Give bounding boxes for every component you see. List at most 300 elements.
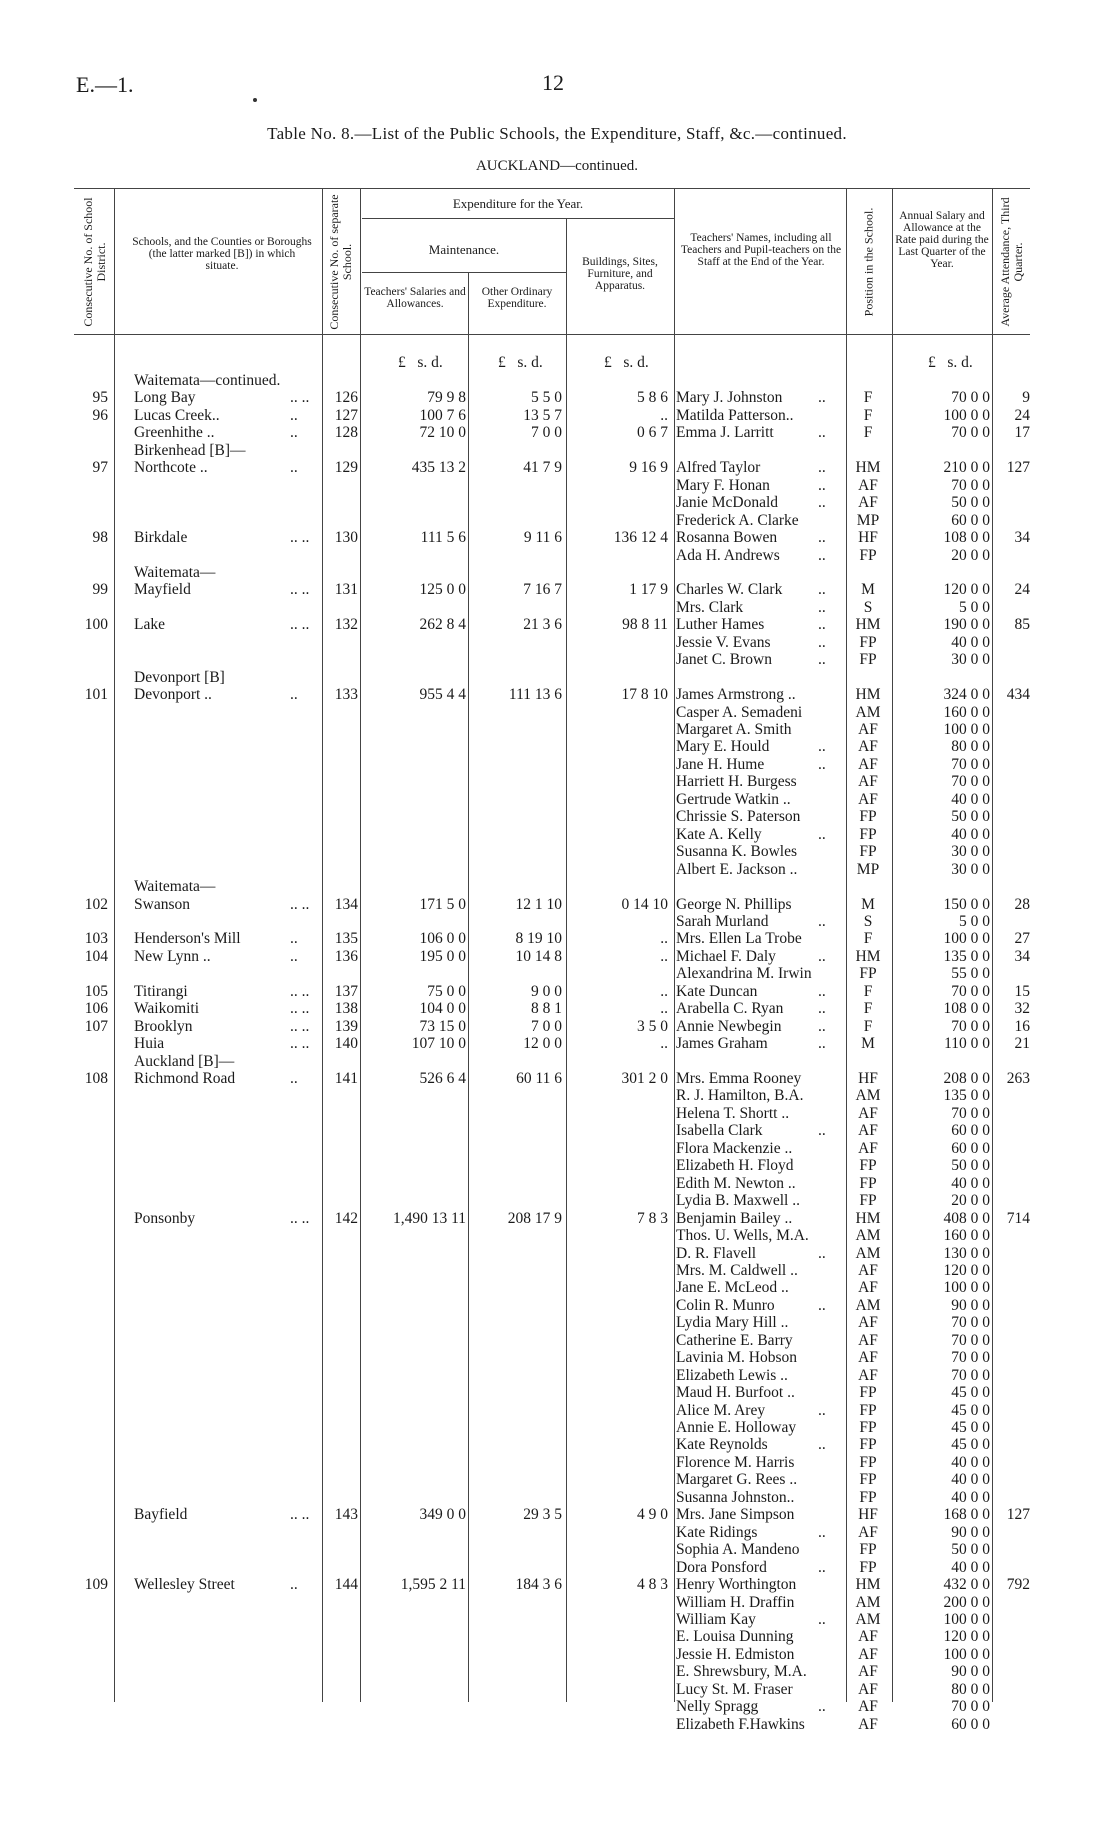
name-dots: ..	[818, 651, 826, 669]
header-attendance: Average Attendance, Third Quarter.	[998, 197, 1025, 327]
teacher-name: R. J. Hamilton, B.A.	[676, 1087, 804, 1105]
attendance: 792	[1006, 1576, 1030, 1594]
name-dots: ..	[818, 546, 826, 564]
name-dots: ..	[818, 947, 826, 965]
position: AF	[858, 1628, 878, 1646]
unit-shillings: s.	[623, 354, 634, 371]
teacher-name: Margaret A. Smith	[676, 721, 792, 738]
table-row	[0, 424, 1114, 441]
table-row	[0, 459, 1114, 476]
annual-salary: 168 0 0	[943, 1506, 990, 1524]
position: HM	[855, 947, 881, 965]
salaries-amount: 107 10 0	[411, 1035, 466, 1053]
teacher-name: Michael F. Daly	[676, 947, 776, 965]
teacher-name: Kate Ridings	[676, 1523, 758, 1541]
annual-salary: 20 0 0	[951, 546, 990, 564]
units-salaries	[398, 354, 443, 372]
annual-salary: 110 0 0	[944, 1035, 990, 1053]
teacher-name: Maud H. Burfoot ..	[676, 1384, 795, 1402]
buildings-amount: 4 8 3	[637, 1576, 668, 1594]
annual-salary: 100 0 0	[943, 406, 990, 424]
attendance: 714	[1006, 1209, 1030, 1227]
annual-salary: 100 0 0	[943, 1610, 990, 1628]
table-row	[0, 930, 1114, 947]
school-name: Titirangi	[134, 982, 188, 1000]
school-name: Wellesley Street	[134, 1576, 235, 1594]
buildings-amount: 5 8 6	[637, 389, 668, 407]
table-row	[0, 1716, 1114, 1733]
teacher-name: D. R. Flavell	[676, 1244, 757, 1262]
unit-pence: d.	[961, 354, 973, 371]
teacher-name: Kate A. Kelly	[676, 825, 762, 843]
name-dots: ..	[818, 424, 826, 442]
annual-salary: 100 0 0	[943, 1279, 990, 1297]
annual-salary: 5 0 0	[959, 598, 990, 616]
salaries-amount: 1,595 2 11	[400, 1576, 466, 1594]
salaries-amount: 111 5 6	[420, 529, 466, 547]
annual-salary: 70 0 0	[951, 982, 990, 1000]
annual-salary: 70 0 0	[951, 1349, 990, 1367]
name-dots: ..	[818, 1436, 826, 1454]
table-row	[0, 1524, 1114, 1541]
table-row	[0, 1035, 1114, 1052]
district-no: 105	[84, 982, 108, 1000]
unit-pence: d.	[431, 354, 443, 371]
annual-salary: 120 0 0	[943, 1261, 990, 1279]
annual-salary: 70 0 0	[951, 1366, 990, 1384]
annual-salary: 108 0 0	[943, 1000, 990, 1018]
attendance: 15	[1014, 982, 1030, 1000]
annual-salary: 30 0 0	[951, 651, 990, 669]
header-separate-no: Consecutive No. of separate School.	[327, 194, 354, 330]
teacher-name: Mrs. Ellen La Trobe	[676, 930, 802, 948]
name-dots: ..	[818, 529, 826, 547]
header-annual: Annual Salary and Allowance at the Rate paid during the Last Quarter of the Year.	[895, 210, 989, 270]
leader-dots: .. ..	[290, 1506, 310, 1524]
salaries-amount: 79 9 8	[427, 389, 466, 407]
leader-dots: .. ..	[290, 982, 310, 1000]
school-name: New Lynn ..	[134, 947, 211, 965]
table-title: Table No. 8.—List of the Public Schools, the Expenditure, Staff, &c.—continued.	[267, 124, 847, 143]
position: HF	[858, 1506, 878, 1524]
annual-salary: 20 0 0	[951, 1192, 990, 1210]
table-row	[0, 1489, 1114, 1506]
district-no: 106	[84, 1000, 108, 1018]
teacher-name: E. Louisa Dunning	[676, 1628, 794, 1646]
table-row	[0, 1122, 1114, 1139]
separate-no: 134	[334, 895, 358, 913]
teacher-name: Gertrude Watkin ..	[676, 790, 791, 808]
annual-salary: 324 0 0	[943, 686, 990, 704]
annual-salary: 160 0 0	[943, 1227, 990, 1245]
annual-salary: 40 0 0	[951, 790, 990, 808]
teacher-name: Elizabeth F.Hawkins	[676, 1715, 805, 1733]
position: AF	[858, 1279, 878, 1297]
district-no: 108	[84, 1070, 108, 1087]
position: AF	[858, 1331, 878, 1349]
other-amount: 21 3 6	[523, 616, 562, 634]
teacher-name: Flora Mackenzie ..	[676, 1139, 793, 1157]
position: AF	[858, 476, 878, 494]
district-no: 95	[92, 389, 108, 407]
table-row	[0, 704, 1114, 721]
attendance: 434	[1006, 686, 1030, 704]
unit-pounds: £	[498, 354, 506, 371]
name-dots: ..	[818, 1035, 826, 1053]
salaries-amount: 171 5 0	[419, 895, 466, 913]
table-row	[0, 1262, 1114, 1279]
teacher-name: Mrs. Jane Simpson	[676, 1506, 795, 1524]
school-name: Bayfield	[134, 1506, 188, 1524]
other-amount: 60 11 6	[516, 1070, 562, 1087]
teacher-name: Kate Reynolds	[676, 1436, 768, 1454]
position: FP	[859, 1384, 877, 1402]
teacher-name: Ada H. Andrews	[676, 546, 780, 564]
separate-no: 141	[334, 1070, 358, 1087]
buildings-amount: ..	[660, 1035, 668, 1053]
table-row	[0, 1436, 1114, 1453]
annual-salary: 70 0 0	[951, 389, 990, 407]
school-name: Devonport ..	[134, 686, 212, 704]
buildings-amount: 301 2 0	[621, 1070, 668, 1087]
table-row	[0, 756, 1114, 773]
buildings-amount: ..	[660, 930, 668, 948]
table-row	[0, 1192, 1114, 1209]
annual-salary: 60 0 0	[951, 1139, 990, 1157]
name-dots: ..	[818, 1000, 826, 1018]
table-row	[0, 494, 1114, 511]
school-name: Mayfield	[134, 581, 191, 599]
teacher-name: Isabella Clark	[676, 1122, 763, 1140]
position: AF	[858, 494, 878, 512]
position: AM	[855, 703, 881, 721]
unit-pence: d.	[531, 354, 543, 371]
position: AF	[858, 1645, 878, 1663]
table-row	[0, 512, 1114, 529]
header-buildings: Buildings, Sites, Furniture, and Apparatus.	[582, 256, 658, 292]
table-subtitle: AUCKLAND—continued.	[475, 158, 639, 174]
leader-dots: .. ..	[290, 1035, 310, 1053]
position: F	[863, 982, 873, 1000]
table-row	[0, 389, 1114, 406]
attendance: 85	[1014, 616, 1030, 634]
annual-salary: 60 0 0	[951, 511, 990, 529]
other-amount: 12 1 10	[515, 895, 562, 913]
unit-shillings: s.	[417, 354, 428, 371]
unit-shillings: s.	[947, 354, 958, 371]
separate-no: 137	[334, 982, 358, 1000]
annual-salary: 45 0 0	[951, 1384, 990, 1402]
position: FP	[859, 1401, 877, 1419]
position: HM	[855, 1209, 881, 1227]
other-amount: 10 14 8	[515, 947, 562, 965]
teacher-name: Emma J. Larritt	[676, 424, 774, 442]
annual-salary: 160 0 0	[943, 703, 990, 721]
buildings-amount: 0 6 7	[637, 424, 668, 442]
name-dots: ..	[818, 494, 826, 512]
table-row	[0, 599, 1114, 616]
salaries-amount: 1,490 13 11	[392, 1209, 466, 1227]
teacher-name: Arabella C. Ryan	[676, 1000, 784, 1018]
name-dots: ..	[818, 1698, 826, 1716]
teacher-name: William Kay	[676, 1610, 756, 1628]
teacher-name: Thos. U. Wells, M.A.	[676, 1227, 809, 1245]
table-row	[0, 1594, 1114, 1611]
annual-salary: 120 0 0	[943, 1628, 990, 1646]
header-teachers: Teachers' Names, including all Teachers and Pupil-teachers on the Staff at the End of the Year.	[680, 232, 842, 268]
salaries-amount: 526 6 4	[419, 1070, 466, 1087]
school-name: Lucas Creek..	[134, 406, 220, 424]
salaries-amount: 75 0 0	[427, 982, 466, 1000]
annual-salary: 40 0 0	[951, 1558, 990, 1576]
units-annual	[928, 354, 973, 372]
table-row	[0, 808, 1114, 825]
table-row	[0, 407, 1114, 424]
unit-pounds: £	[604, 354, 612, 371]
leader-dots: .. ..	[290, 1017, 310, 1035]
district-no: 96	[92, 406, 108, 424]
table-row	[0, 843, 1114, 860]
table-row	[0, 1611, 1114, 1628]
buildings-amount: ..	[660, 947, 668, 965]
attendance: 127	[1006, 1506, 1030, 1524]
other-amount: 111 13 6	[508, 686, 562, 704]
separate-no: 131	[334, 581, 358, 599]
district-no: 97	[92, 459, 108, 477]
separate-no: 140	[334, 1035, 358, 1053]
table-row	[0, 651, 1114, 668]
annual-salary: 120 0 0	[943, 581, 990, 599]
other-amount: 13 5 7	[523, 406, 562, 424]
table-row	[0, 1663, 1114, 1680]
separate-no: 136	[334, 947, 358, 965]
position: S	[863, 598, 873, 616]
table-row	[0, 1314, 1114, 1331]
name-dots: ..	[818, 1558, 826, 1576]
annual-salary: 408 0 0	[943, 1209, 990, 1227]
table-row	[0, 1454, 1114, 1471]
district-no: 99	[92, 581, 108, 599]
leader-dots: .. ..	[290, 616, 310, 634]
table-row	[0, 721, 1114, 738]
teacher-name: Mrs. M. Caldwell ..	[676, 1261, 798, 1279]
annual-salary: 40 0 0	[951, 1471, 990, 1489]
school-name: Birkdale	[134, 529, 188, 547]
teacher-name: Alice M. Arey	[676, 1401, 766, 1419]
teacher-name: James Armstrong ..	[676, 686, 796, 704]
name-dots: ..	[818, 1244, 826, 1262]
buildings-amount: 17 8 10	[621, 686, 668, 704]
teacher-name: Frederick A. Clarke	[676, 511, 799, 529]
leader-dots: ..	[290, 947, 298, 965]
table-row	[0, 1332, 1114, 1349]
name-dots: ..	[818, 459, 826, 477]
separate-no: 130	[334, 529, 358, 547]
teacher-name: Lavinia M. Hobson	[676, 1349, 797, 1367]
teacher-name: Harriett H. Burgess	[676, 773, 797, 791]
salaries-amount: 104 0 0	[419, 1000, 466, 1018]
buildings-amount: 3 5 0	[637, 1017, 668, 1035]
header-salaries: Teachers' Salaries and Allowances.	[364, 286, 466, 310]
table-row	[0, 1245, 1114, 1262]
name-dots: ..	[818, 982, 826, 1000]
other-amount: 5 5 0	[531, 389, 562, 407]
teacher-name: Mrs. Clark	[676, 598, 744, 616]
table-row	[0, 547, 1114, 564]
school-name: Huia	[134, 1035, 165, 1053]
teacher-name: Lucy St. M. Fraser	[676, 1680, 793, 1698]
unit-pence: d.	[637, 354, 649, 371]
teacher-name: Luther Hames	[676, 616, 765, 634]
position: AF	[858, 1122, 878, 1140]
attendance: 28	[1014, 895, 1030, 913]
other-amount: 7 0 0	[531, 424, 562, 442]
page-reference: E.—1.	[76, 72, 134, 97]
buildings-amount: ..	[660, 982, 668, 1000]
teacher-name: Matilda Patterson..	[676, 406, 794, 424]
annual-salary: 150 0 0	[943, 895, 990, 913]
teacher-name: Jane H. Hume	[676, 755, 765, 773]
salaries-amount: 195 0 0	[419, 947, 466, 965]
school-name: Richmond Road	[134, 1070, 236, 1087]
name-dots: ..	[818, 738, 826, 756]
teacher-name: George N. Phillips	[676, 895, 792, 913]
leader-dots: .. ..	[290, 895, 310, 913]
school-name: Ponsonby	[134, 1209, 196, 1227]
position: AM	[855, 1296, 881, 1314]
teacher-name: Margaret G. Rees ..	[676, 1471, 798, 1489]
position: FP	[859, 965, 877, 983]
teacher-name: Dora Ponsford	[676, 1558, 767, 1576]
annual-salary: 210 0 0	[943, 459, 990, 477]
table-row	[0, 634, 1114, 651]
annual-salary: 40 0 0	[951, 825, 990, 843]
name-dots: ..	[818, 1122, 826, 1140]
separate-no: 143	[334, 1506, 358, 1524]
teacher-name: Janet C. Brown	[676, 651, 773, 669]
table-row	[0, 581, 1114, 598]
table-row	[0, 1297, 1114, 1314]
position: F	[863, 389, 873, 407]
table-row	[0, 826, 1114, 843]
teacher-name: Lydia Mary Hill ..	[676, 1314, 789, 1332]
position: F	[863, 424, 873, 442]
name-dots: ..	[818, 598, 826, 616]
school-name: Waitemata—	[134, 878, 216, 896]
position: FP	[859, 633, 877, 651]
position: AF	[858, 755, 878, 773]
teacher-name: Elizabeth H. Floyd	[676, 1157, 794, 1175]
annual-salary: 100 0 0	[943, 721, 990, 738]
leader-dots: .. ..	[290, 1000, 310, 1018]
annual-salary: 70 0 0	[951, 1314, 990, 1332]
annual-salary: 70 0 0	[951, 773, 990, 791]
teacher-name: Alfred Taylor	[676, 459, 761, 477]
teacher-name: Sarah Murland	[676, 912, 769, 930]
position: M	[861, 895, 875, 913]
table-row	[0, 1018, 1114, 1035]
annual-salary: 50 0 0	[951, 494, 990, 512]
attendance: 27	[1014, 930, 1030, 948]
leader-dots: ..	[290, 406, 298, 424]
table-row	[0, 1471, 1114, 1488]
header-district-no: Consecutive No. of School District.	[81, 197, 108, 327]
annual-salary: 80 0 0	[951, 1680, 990, 1698]
position: F	[863, 406, 873, 424]
table-row	[0, 1541, 1114, 1558]
annual-salary: 55 0 0	[951, 965, 990, 983]
table-row	[0, 529, 1114, 546]
header-schools: Schools, and the Counties or Boroughs (the latter marked [B]) in which situate.	[132, 236, 312, 272]
teacher-name: Susanna K. Bowles	[676, 843, 797, 861]
teacher-name: Chrissie S. Paterson	[676, 808, 801, 826]
teacher-name: Kate Duncan	[676, 982, 758, 1000]
teacher-name: Helena T. Shortt ..	[676, 1104, 790, 1122]
position: FP	[859, 546, 877, 564]
position: F	[863, 1000, 873, 1018]
table-row	[0, 1681, 1114, 1698]
salaries-amount: 73 15 0	[419, 1017, 466, 1035]
separate-no: 138	[334, 1000, 358, 1018]
teacher-name: Florence M. Harris	[676, 1453, 795, 1471]
table-row	[0, 442, 1114, 459]
district-no: 109	[84, 1576, 108, 1594]
school-name: Brooklyn	[134, 1017, 193, 1035]
other-amount: 7 0 0	[531, 1017, 562, 1035]
name-dots: ..	[818, 755, 826, 773]
teacher-name: Edith M. Newton ..	[676, 1174, 796, 1192]
name-dots: ..	[818, 1401, 826, 1419]
separate-no: 126	[334, 389, 358, 407]
school-name: Long Bay	[134, 389, 196, 407]
other-amount: 7 16 7	[523, 581, 562, 599]
table-row	[0, 1227, 1114, 1244]
position: MP	[856, 860, 880, 878]
school-name: Henderson's Mill	[134, 930, 241, 948]
annual-salary: 70 0 0	[951, 1017, 990, 1035]
teacher-name: Janie McDonald	[676, 494, 779, 512]
teacher-name: E. Shrewsbury, M.A.	[676, 1663, 807, 1681]
annual-salary: 45 0 0	[951, 1401, 990, 1419]
table-row	[0, 1279, 1114, 1296]
position: HM	[855, 459, 881, 477]
buildings-amount: 4 9 0	[637, 1506, 668, 1524]
district-no: 103	[84, 930, 108, 948]
annual-salary: 135 0 0	[943, 947, 990, 965]
separate-no: 135	[334, 930, 358, 948]
other-amount: 8 8 1	[531, 1000, 562, 1018]
school-name: Devonport [B]	[134, 668, 225, 686]
position: HF	[858, 529, 878, 547]
attendance: 24	[1014, 581, 1030, 599]
table-row	[0, 1105, 1114, 1122]
buildings-amount: 1 17 9	[629, 581, 668, 599]
unit-pounds: £	[398, 354, 406, 371]
annual-salary: 5 0 0	[959, 912, 990, 930]
unit-pounds: £	[928, 354, 936, 371]
table-row	[0, 1646, 1114, 1663]
position: FP	[859, 1558, 877, 1576]
annual-salary: 30 0 0	[951, 843, 990, 861]
salaries-amount: 955 4 4	[419, 686, 466, 704]
annual-salary: 70 0 0	[951, 1331, 990, 1349]
school-name: Auckland [B]—	[134, 1052, 235, 1070]
attendance: 21	[1014, 1035, 1030, 1053]
buildings-amount: 7 8 3	[637, 1209, 668, 1227]
position: HM	[855, 1576, 881, 1594]
table-header-rule	[74, 334, 1030, 335]
table-row	[0, 669, 1114, 686]
